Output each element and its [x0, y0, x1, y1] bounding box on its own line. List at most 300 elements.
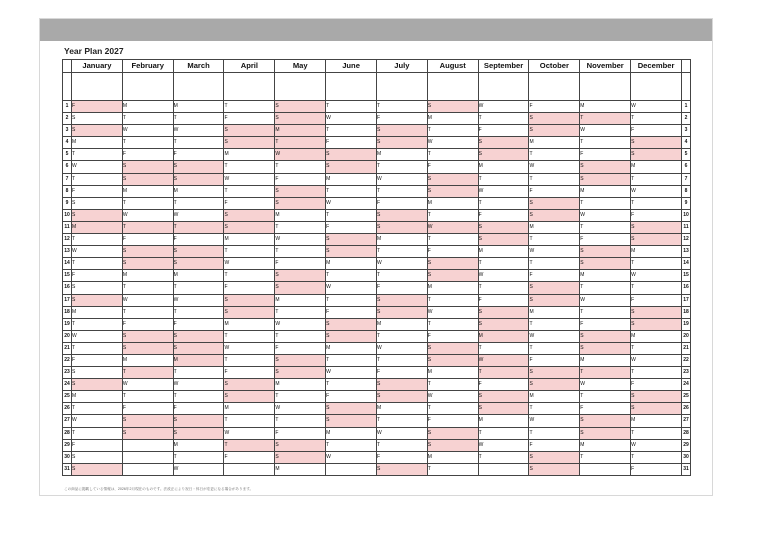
day-cell: S	[631, 403, 682, 415]
day-cell: S	[529, 197, 580, 209]
day-number: 2	[682, 113, 691, 125]
day-cell: S	[529, 367, 580, 379]
day-cell: M	[173, 270, 224, 282]
day-cell: T	[173, 282, 224, 294]
day-cell: T	[631, 258, 682, 270]
notes-cell	[326, 73, 377, 101]
day-cell: F	[580, 234, 631, 246]
day-cell: T	[224, 246, 275, 258]
day-cell: F	[427, 330, 478, 342]
day-number: 21	[682, 342, 691, 354]
day-cell: S	[478, 149, 529, 161]
day-cell: S	[275, 354, 326, 366]
day-cell: S	[478, 306, 529, 318]
day-number: 28	[682, 427, 691, 439]
day-cell: F	[275, 342, 326, 354]
day-cell: M	[427, 367, 478, 379]
day-row	[63, 391, 691, 403]
day-number: 3	[682, 125, 691, 137]
day-cell: M	[376, 149, 427, 161]
day-cell: M	[631, 161, 682, 173]
day-cell: S	[122, 330, 173, 342]
day-cell: W	[224, 258, 275, 270]
day-cell: T	[580, 137, 631, 149]
day-cell: M	[173, 439, 224, 451]
day-cell: F	[478, 125, 529, 137]
day-cell: F	[122, 234, 173, 246]
day-cell: S	[631, 221, 682, 233]
day-cell: W	[376, 173, 427, 185]
day-cell: W	[580, 125, 631, 137]
day-cell: T	[122, 113, 173, 125]
day-cell: T	[631, 367, 682, 379]
month-header-july: July	[376, 60, 427, 73]
day-cell: T	[224, 330, 275, 342]
day-number: 12	[63, 234, 72, 246]
day-row	[63, 149, 691, 161]
day-cell: F	[631, 294, 682, 306]
day-cell: F	[326, 221, 377, 233]
day-cell: W	[326, 451, 377, 463]
day-cell: T	[275, 221, 326, 233]
day-number: 22	[682, 354, 691, 366]
day-cell: S	[326, 161, 377, 173]
day-cell: S	[326, 149, 377, 161]
day-number: 27	[682, 415, 691, 427]
day-cell: S	[529, 282, 580, 294]
day-number: 9	[682, 197, 691, 209]
month-header-march: March	[173, 60, 224, 73]
day-cell: W	[173, 294, 224, 306]
day-number: 10	[63, 209, 72, 221]
day-cell: M	[275, 463, 326, 475]
day-row	[63, 451, 691, 463]
day-cell: T	[631, 342, 682, 354]
day-row	[63, 270, 691, 282]
day-cell	[326, 463, 377, 475]
day-row	[63, 463, 691, 475]
day-cell: S	[72, 367, 123, 379]
day-cell: T	[275, 161, 326, 173]
day-cell: S	[122, 246, 173, 258]
day-row	[63, 161, 691, 173]
day-cell: F	[326, 306, 377, 318]
day-cell: S	[580, 415, 631, 427]
day-cell: M	[631, 246, 682, 258]
day-row	[63, 234, 691, 246]
day-row	[63, 258, 691, 270]
day-cell: S	[173, 258, 224, 270]
day-cell: F	[72, 270, 123, 282]
day-cell	[122, 451, 173, 463]
day-cell: T	[275, 330, 326, 342]
day-cell: S	[275, 270, 326, 282]
day-cell: S	[580, 330, 631, 342]
day-number: 6	[63, 161, 72, 173]
day-cell: S	[529, 209, 580, 221]
day-cell: S	[376, 294, 427, 306]
day-cell	[224, 463, 275, 475]
day-cell: M	[224, 234, 275, 246]
day-number: 18	[63, 306, 72, 318]
day-number: 24	[63, 379, 72, 391]
day-number: 14	[63, 258, 72, 270]
day-cell: S	[580, 161, 631, 173]
day-cell: T	[72, 342, 123, 354]
notes-cell	[275, 73, 326, 101]
day-cell: S	[376, 125, 427, 137]
day-row	[63, 101, 691, 113]
day-cell: F	[173, 403, 224, 415]
day-cell: W	[72, 330, 123, 342]
day-cell: F	[478, 209, 529, 221]
day-cell: W	[72, 415, 123, 427]
day-cell: S	[529, 113, 580, 125]
notes-cell	[72, 73, 123, 101]
day-cell: M	[173, 185, 224, 197]
day-cell: S	[580, 427, 631, 439]
day-number: 23	[682, 367, 691, 379]
day-cell: S	[529, 451, 580, 463]
day-cell: T	[478, 113, 529, 125]
day-cell: M	[326, 173, 377, 185]
day-cell: T	[224, 101, 275, 113]
day-cell: M	[478, 330, 529, 342]
day-cell: S	[72, 463, 123, 475]
day-cell: W	[631, 439, 682, 451]
day-cell: T	[376, 101, 427, 113]
day-cell: T	[427, 209, 478, 221]
day-number: 12	[682, 234, 691, 246]
day-number: 29	[682, 439, 691, 451]
corner-cell	[682, 60, 691, 73]
day-cell: W	[122, 379, 173, 391]
day-cell: S	[224, 379, 275, 391]
day-cell: S	[173, 161, 224, 173]
day-cell: M	[326, 427, 377, 439]
notes-cell	[63, 73, 72, 101]
day-cell: W	[478, 270, 529, 282]
day-cell: T	[224, 161, 275, 173]
day-cell: S	[224, 306, 275, 318]
day-cell: F	[122, 149, 173, 161]
day-cell: M	[122, 354, 173, 366]
day-number: 20	[682, 330, 691, 342]
day-row	[63, 306, 691, 318]
day-cell: W	[275, 403, 326, 415]
day-row	[63, 246, 691, 258]
day-cell: T	[72, 427, 123, 439]
day-cell: T	[326, 101, 377, 113]
day-cell: T	[275, 137, 326, 149]
day-cell: W	[173, 209, 224, 221]
day-cell: S	[580, 258, 631, 270]
day-number: 20	[63, 330, 72, 342]
day-cell: F	[529, 354, 580, 366]
day-number: 11	[682, 221, 691, 233]
day-cell: T	[580, 221, 631, 233]
day-cell: T	[631, 113, 682, 125]
day-cell: M	[224, 149, 275, 161]
day-cell: M	[376, 403, 427, 415]
day-cell: W	[529, 330, 580, 342]
day-cell: T	[427, 379, 478, 391]
day-cell: S	[72, 282, 123, 294]
day-cell: S	[478, 234, 529, 246]
notes-cell	[173, 73, 224, 101]
day-cell: T	[478, 451, 529, 463]
day-cell: W	[224, 427, 275, 439]
day-cell: S	[427, 270, 478, 282]
day-cell: S	[427, 354, 478, 366]
day-cell: M	[529, 391, 580, 403]
day-cell: T	[427, 294, 478, 306]
day-cell: S	[376, 209, 427, 221]
footnote: この商品に掲載している情報は、2026年2月現在のものです。法改正により祝日・休日が変更になる場合があります。	[64, 487, 254, 491]
day-cell: T	[275, 246, 326, 258]
day-cell: T	[72, 173, 123, 185]
day-number: 16	[682, 282, 691, 294]
day-cell: S	[122, 342, 173, 354]
day-cell: W	[173, 463, 224, 475]
day-cell: T	[376, 161, 427, 173]
day-cell: W	[224, 173, 275, 185]
day-cell: F	[376, 282, 427, 294]
day-number: 8	[63, 185, 72, 197]
day-cell: T	[529, 403, 580, 415]
day-cell: S	[529, 379, 580, 391]
day-cell: F	[529, 439, 580, 451]
day-cell: S	[529, 294, 580, 306]
day-cell: W	[529, 415, 580, 427]
day-cell: M	[275, 379, 326, 391]
day-cell: S	[529, 125, 580, 137]
day-cell: W	[580, 379, 631, 391]
day-cell: S	[173, 342, 224, 354]
day-cell: M	[376, 234, 427, 246]
day-cell: F	[529, 101, 580, 113]
day-number: 15	[63, 270, 72, 282]
day-cell: W	[478, 354, 529, 366]
day-cell	[580, 463, 631, 475]
day-cell: T	[275, 415, 326, 427]
day-cell: T	[326, 209, 377, 221]
day-cell: M	[224, 403, 275, 415]
day-cell: T	[376, 246, 427, 258]
day-cell: T	[580, 282, 631, 294]
day-cell: S	[173, 330, 224, 342]
day-cell: S	[427, 427, 478, 439]
year-planner-sheet	[39, 18, 713, 496]
notes-cell	[427, 73, 478, 101]
day-cell: F	[427, 246, 478, 258]
day-number: 26	[63, 403, 72, 415]
day-cell: T	[427, 318, 478, 330]
day-cell: T	[376, 185, 427, 197]
day-cell: F	[529, 185, 580, 197]
day-cell: S	[173, 415, 224, 427]
day-number: 30	[63, 451, 72, 463]
day-cell: T	[326, 294, 377, 306]
day-cell: S	[478, 403, 529, 415]
day-cell: T	[427, 463, 478, 475]
day-cell: W	[326, 282, 377, 294]
day-cell: M	[427, 197, 478, 209]
day-number: 4	[682, 137, 691, 149]
day-cell: T	[122, 391, 173, 403]
day-cell: T	[173, 137, 224, 149]
day-cell: T	[631, 427, 682, 439]
day-cell: S	[326, 403, 377, 415]
day-cell: F	[224, 367, 275, 379]
day-cell: S	[224, 125, 275, 137]
month-header-january: January	[72, 60, 123, 73]
calendar-table	[62, 59, 691, 476]
day-cell: F	[580, 403, 631, 415]
day-cell: S	[326, 246, 377, 258]
notes-cell	[376, 73, 427, 101]
day-row	[63, 379, 691, 391]
day-cell: T	[529, 318, 580, 330]
day-cell: S	[173, 246, 224, 258]
day-cell: T	[580, 113, 631, 125]
day-cell: T	[72, 318, 123, 330]
day-cell: F	[376, 197, 427, 209]
day-cell: S	[72, 113, 123, 125]
day-cell: M	[72, 137, 123, 149]
day-cell: T	[580, 451, 631, 463]
day-cell: W	[478, 101, 529, 113]
day-row	[63, 137, 691, 149]
day-number: 28	[63, 427, 72, 439]
day-number: 19	[682, 318, 691, 330]
day-number: 16	[63, 282, 72, 294]
day-cell: S	[376, 391, 427, 403]
day-cell: T	[580, 367, 631, 379]
day-cell: M	[427, 451, 478, 463]
day-cell: T	[376, 415, 427, 427]
day-number: 17	[682, 294, 691, 306]
day-cell: M	[427, 282, 478, 294]
day-cell: F	[224, 197, 275, 209]
day-cell: M	[122, 270, 173, 282]
day-cell: T	[478, 197, 529, 209]
day-cell: F	[376, 367, 427, 379]
day-cell: S	[376, 306, 427, 318]
day-cell: T	[173, 451, 224, 463]
day-cell: S	[275, 282, 326, 294]
day-cell: S	[173, 173, 224, 185]
day-cell: T	[580, 197, 631, 209]
day-cell: S	[376, 463, 427, 475]
day-cell: T	[122, 197, 173, 209]
day-cell: W	[427, 221, 478, 233]
day-cell: T	[529, 234, 580, 246]
notes-cell	[631, 73, 682, 101]
day-cell: S	[580, 246, 631, 258]
day-cell: M	[122, 101, 173, 113]
day-cell: T	[173, 221, 224, 233]
day-cell: M	[580, 185, 631, 197]
day-cell: W	[478, 185, 529, 197]
day-cell: T	[478, 173, 529, 185]
day-cell: T	[529, 342, 580, 354]
day-cell: W	[224, 342, 275, 354]
day-cell: F	[275, 427, 326, 439]
day-cell: S	[478, 391, 529, 403]
day-cell: W	[580, 294, 631, 306]
day-cell: M	[72, 306, 123, 318]
day-cell: S	[72, 125, 123, 137]
month-header-november: November	[580, 60, 631, 73]
day-cell: T	[529, 427, 580, 439]
day-cell	[122, 439, 173, 451]
day-cell: S	[122, 427, 173, 439]
day-cell: S	[631, 318, 682, 330]
day-cell: T	[631, 451, 682, 463]
day-cell: M	[529, 137, 580, 149]
day-cell: T	[631, 282, 682, 294]
day-cell: F	[275, 258, 326, 270]
day-number: 4	[63, 137, 72, 149]
day-cell: W	[376, 258, 427, 270]
day-cell: S	[275, 113, 326, 125]
day-number: 27	[63, 415, 72, 427]
day-cell: F	[224, 451, 275, 463]
day-cell: M	[478, 246, 529, 258]
day-cell: W	[275, 149, 326, 161]
day-cell: W	[376, 342, 427, 354]
day-cell: T	[275, 306, 326, 318]
day-cell: T	[427, 234, 478, 246]
day-cell: F	[72, 354, 123, 366]
day-cell: T	[224, 415, 275, 427]
day-cell: F	[72, 101, 123, 113]
day-cell: S	[631, 234, 682, 246]
day-cell: T	[326, 125, 377, 137]
day-cell: T	[376, 354, 427, 366]
day-row	[63, 427, 691, 439]
day-cell: S	[72, 379, 123, 391]
day-row	[63, 185, 691, 197]
day-cell: W	[427, 137, 478, 149]
day-cell: W	[580, 209, 631, 221]
day-cell: M	[580, 439, 631, 451]
day-cell: F	[275, 173, 326, 185]
day-cell: W	[631, 270, 682, 282]
day-cell: M	[326, 342, 377, 354]
day-cell: S	[72, 294, 123, 306]
day-cell: M	[173, 101, 224, 113]
day-cell: S	[631, 391, 682, 403]
day-cell: S	[326, 330, 377, 342]
day-cell: F	[631, 125, 682, 137]
day-row	[63, 113, 691, 125]
day-cell: S	[427, 258, 478, 270]
day-number: 17	[63, 294, 72, 306]
day-number: 13	[682, 246, 691, 258]
day-row	[63, 330, 691, 342]
notes-cell	[478, 73, 529, 101]
day-cell: T	[224, 439, 275, 451]
day-cell: M	[478, 161, 529, 173]
day-number: 9	[63, 197, 72, 209]
day-cell: F	[631, 379, 682, 391]
day-cell: T	[326, 379, 377, 391]
day-cell: T	[326, 270, 377, 282]
day-row	[63, 318, 691, 330]
day-cell: W	[72, 246, 123, 258]
